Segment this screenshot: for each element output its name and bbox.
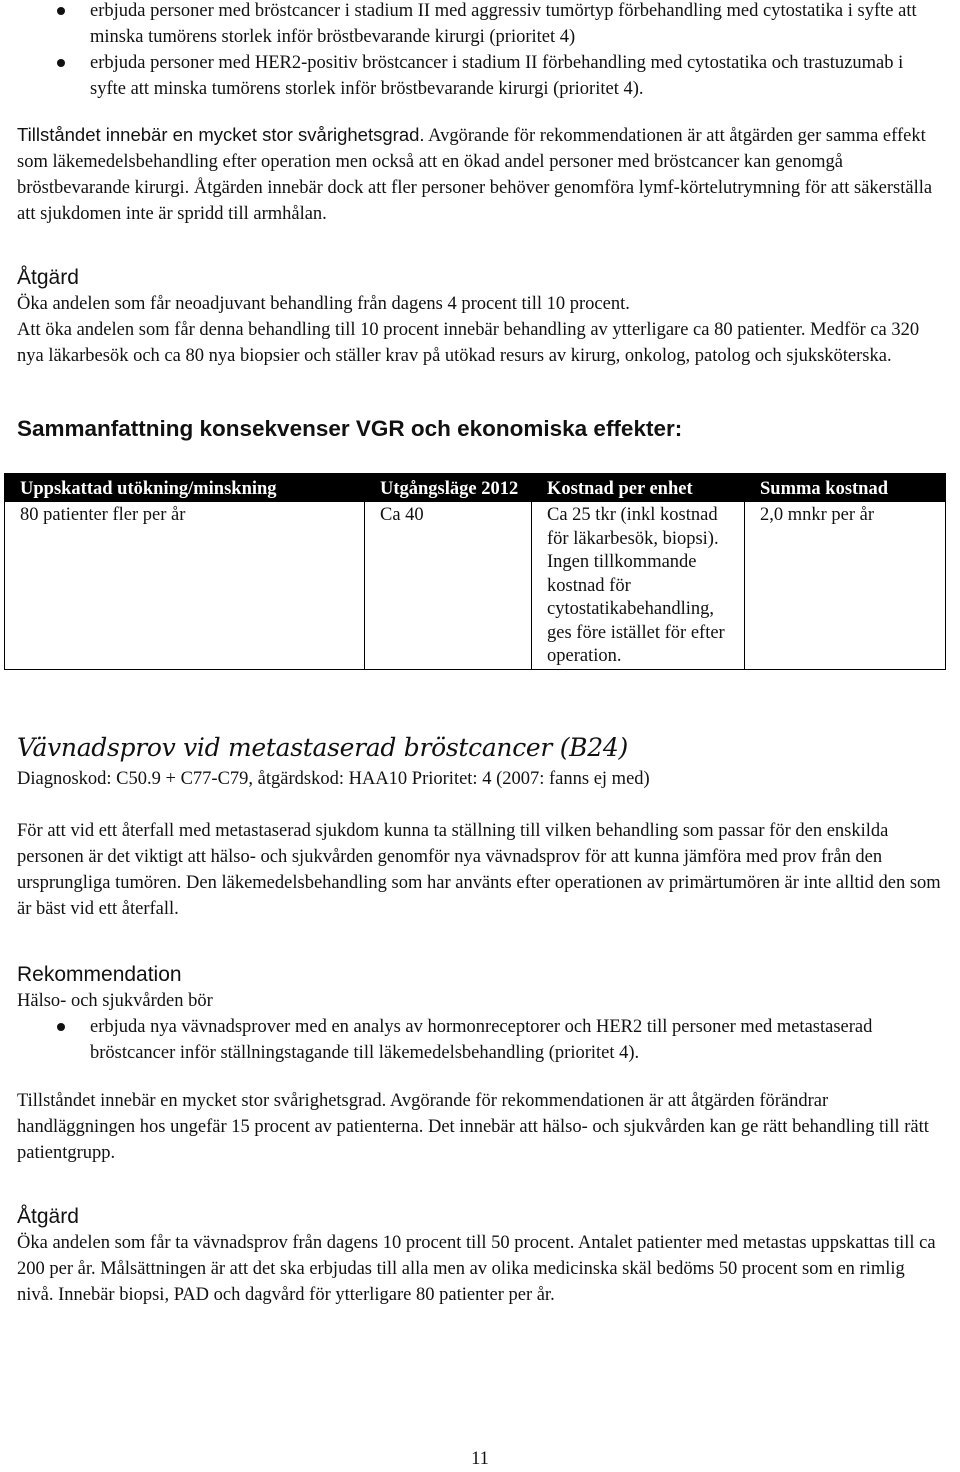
rekommendation-bullets [17,1014,943,1066]
list-item: erbjuda personer med HER2-positiv bröstcancer i stadium II förbehandling med cytostatika och trastuzumab i syfte att minska tumörens storlek inför bröstbevarande kirurgi (prioritet 4). [17,50,943,102]
severity-lead: Tillståndet innebär en mycket stor svårighetsgrad. [17,124,425,145]
table-cell: 2,0 mnkr per år [745,502,946,670]
list-item: erbjuda nya vävnadsprover med en analys av hormonreceptorer och HER2 till personer med metastaserad bröstcancer inför ställningstagande till läkemedelsbehandling (prioritet 4). [17,1014,943,1066]
top-bullet-list [17,0,943,102]
atgard-paragraph: Att öka andelen som får denna behandling till 10 procent innebär behandling av ytterligare ca 80 patienter. Medför ca 320 nya läkarbesök och ca 80 nya biopsier och ställer krav på utökad resurs av kirurg, onkolog, patolog och sjuksköterska. [17,320,920,366]
atgard-heading: Åtgärd [17,266,79,289]
rekommendation-lead: Hälso- och sjukvården bör [17,990,213,1011]
header-cell: Kostnad per enhet [532,474,745,502]
bullet-icon [57,7,65,15]
page-number: 11 [471,1449,489,1469]
severity-paragraph-2: Tillståndet innebär en mycket stor svårighetsgrad. Avgörande för rekommendationen är att åtgärden förändrar handläggningen hos ungefär 15 procent av patienterna. Det innebär att hälso- och sjukvården kan ge rätt behandling till rätt patientgrupp. [17,1090,929,1163]
document-page [17,0,943,1308]
atgard-paragraph-2: Öka andelen som får ta vävnadsprov från dagens 10 procent till 50 procent. Antalet patienter med metastas uppskattas till ca 200 per år. Målsättningen är att det ska erbjudas till alla men av olika medicinska skäl bedöms 50 procent som en rimlig nivå. Innebär biopsi, PAD och dagvård för ytterligare 80 patienter per år. [17,1232,936,1305]
bullet-icon [57,59,65,67]
header-cell: Summa kostnad [745,474,946,502]
intro-paragraph: För att vid ett återfall med metastaserad sjukdom kunna ta ställning till vilken behandling som passar för den enskilda personen är det viktigt att hälso- och sjukvården genomför nya vävnadsprov för att kunna jämföra med prov från den ursprungliga tumören. Den läkemedelsbehandling som har använts efter operationen av primärtumören är inte alltid den som är bäst vid ett återfall. [17,820,941,919]
header-cell: Uppskattad utökning/minskning [5,474,365,502]
table-row [5,502,946,670]
diagnoskod: Diagnoskod: C50.9 + C77-C79, åtgärdskod: HAA10 Prioritet: 4 (2007: fanns ej med) [17,768,650,789]
section-title: Vävnadsprov vid metastaserad bröstcancer (B24) [17,732,628,762]
bullet-icon [57,1023,65,1031]
header-cell: Utgångsläge 2012 [365,474,532,502]
atgard-line: Öka andelen som får neoadjuvant behandling från dagens 4 procent till 10 procent. [17,294,630,314]
severity-paragraph: Tillståndet innebär en mycket stor svårighetsgrad. Avgörande för rekommendationen är att åtgärden ger samma effekt som läkemedelsbehandling efter operation men också att en ökad andel personer med bröstcancer kan genomgå bröstbevarande kirurgi. Åtgärden innebär dock att fler personer behöver genomföra lymf-körtelutrymning för att säkerställa att sjukdomen inte är spridd till armhålan. [17,124,933,224]
table-cell: Ca 25 tkr (inkl kostnad för läkarbesök, biopsi). Ingen tillkommande kostnad för cytostatikabehandling, ges före istället för efter operation. [532,502,745,670]
cost-table [4,473,946,670]
list-item: erbjuda personer med bröstcancer i stadium II med aggressiv tumörtyp förbehandling med cytostatika i syfte att minska tumörens storlek inför bröstbevarande kirurgi (prioritet 4) [17,0,943,50]
rekommendation-heading: Rekommendation [17,962,182,986]
atgard-heading-2: Åtgärd [17,1204,79,1228]
table-cell: Ca 40 [365,502,532,670]
summary-heading: Sammanfattning konsekvenser VGR och ekonomiska effekter: [17,416,683,441]
table-cell: 80 patienter fler per år [5,502,365,670]
table-header-row [5,474,946,502]
